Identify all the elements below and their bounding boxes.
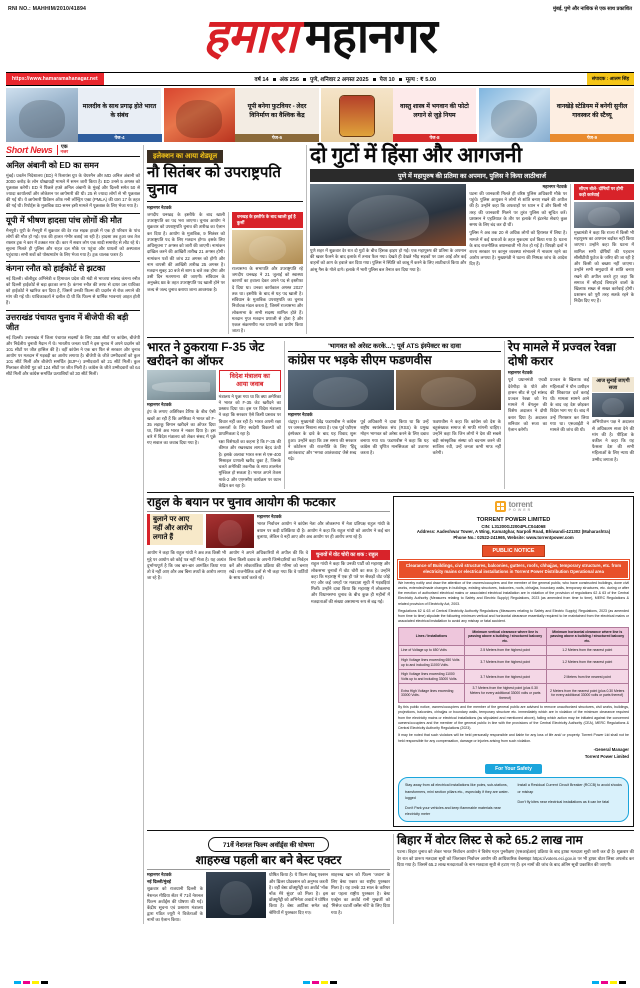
story-sub-body: राज्यसभा के सभापति और उपराष्ट्रपति रहे जगदीप धनखड़ ने 21 जुलाई को स्वास्थ्य कारणों का हवाला देकर अपने पद से इस्तीफा दे दिया था। उनका कार्यकाल अगस्त 2027 तक था। इस्तीफे के बाद से यह पद खाली है। संविधान के मुताबिक उपराष्ट्रपति का चुनाव निर्वाचक मंडल करता है, जिसमें राज्यसभा और लोकसभा के सभी सदस्य शामिल होते हैं। मतदान गुप्त मतदान प्रणाली से होता है और एकल संक्रमणीय मत प्रणाली का प्रयोग किया जाता है। (231, 266, 303, 334)
safety-tip-4: Don't fly kites near electrical installations as it can be fatal (517, 799, 610, 804)
clearance-table (398, 627, 629, 704)
ad-paragraph-2: Regulations 62 & 63 of Central Electricity Authority Regulations (Measures relating to Safety and Electric Supply) Regulations, 2023 (as amended from time to time) stipulate the following minimum vertical and horizontal clearance essentially required to be maintained from the electrical mains or associated electrical installation to avoid any mishap or fatal accident. (398, 608, 629, 624)
srk-body-col3: शाहरुख खान को फिल्म 'जवान' के लिए बेस्ट एक्टर का राष्ट्रीय पुरस्कार मिला है। यह उनके 33 साल के करियर का पहला राष्ट्रीय पुरस्कार है। बेस्ट एक्ट्रेस का अवॉर्ड रानी मुखर्जी को 'मिसेज चटर्जी वर्सेस नॉर्वे' के लिए दिया गया है। (331, 872, 390, 915)
edition-info-strip (6, 72, 634, 86)
ad-paragraph-3: By this public notice, owners/occupiers and the member of the general public are advised to remove unauthorized structures, civil works, buildings, projections, balconies, chhajjas or boundary walls, temporary structure etc. immediately which are in violation of the minimum clearance required from the electricity mains or electrical installations (as stipulated and mentioned above), failing which action may be initiated against the concerned owners/occupiers and the member of the general public in line with the provisions of the Central Electricity Authority (CEA), MERC Regulations & Central Electricity Authority Regulations (2023). (398, 705, 629, 731)
separator-square-icon (273, 78, 276, 81)
fadnavis-quote-line: 'भागवत को अरेस्ट करके...'; पूर्व ATS इंस्पेक्टर का दावा (288, 341, 501, 352)
sunil-gavaskar-photo (479, 88, 551, 142)
short-news-headline: कंगना रनौत को हाईकोर्ट से झटका (6, 264, 106, 274)
fadnavis-story[interactable] (284, 341, 501, 489)
table-row (399, 646, 629, 656)
rni-number: RNI NO.: MAHHIM/2010/41894 (8, 6, 87, 12)
table-row (399, 684, 629, 703)
fadnavis-body-col1: चंद्रपुर। मुख्यमंत्री देवेंद्र फडणवीस ने कांग्रेस पर जमकर निशाना साधा है। एक पूर्व एटीएस इंस्पेक्टर के दावे के बाद यह विवाद शुरू हुआ। उन्होंने कहा कि उस समय की सरकार ने कोर्टरूम की राजनीति के लिए 'हिंदू आतंकवाद' और 'भगवा आतंकवाद' जैसे शब्द गढ़े। (288, 418, 357, 462)
fourth-row (147, 834, 634, 924)
byline: महानगर नेटवर्क (257, 514, 282, 520)
list-item[interactable] (6, 159, 140, 214)
f35-story[interactable] (147, 341, 281, 489)
byline-source: महानगर नेटवर्क (147, 205, 172, 210)
issue-number: अंक 256 (279, 77, 300, 83)
f35-fighter-jet-photo (147, 370, 216, 400)
col-header-lines: Lines / Installations (399, 627, 465, 646)
teaser-item[interactable] (321, 88, 477, 142)
prajwal-side-box: आज सुनाई जाएगी सजा (592, 377, 634, 392)
teaser-item[interactable] (6, 88, 162, 142)
short-news-body: नई दिल्ली। उत्तराखंड में जिला पंचायत सदस्यों के लिए 358 सीटों पर कांग्रेस, बीजेपी और निर्दलीय चुनावी मैदान में थे। भारतीय जनता पार्टी ने इस चुनाव में अपने प्रदर्शन को 101 सीटों पर जीत हासिल की है। वहीं कांग्रेस ने एक बार फिर से सरकार और चुनाव आयोग पर मतदान में गड़बड़ी का आरोप लगाया है। बीजेपी के जीते उम्मीदवारों को कुल 101 सीटें मिलीं और बीजेपी समर्थित (BJP+) उम्मीदवारों को 21 सीटें मिलीं। कुल मिलाकर बीजेपी गुट को 124 सीटों पर जीत मिली है। कांग्रेस के जीते उम्मीदवारों को 64 सीटें मिलीं और कांग्रेस समर्थित प्रत्याशियों को 30 सीटें मिलीं। (6, 334, 140, 377)
teaser-page-ref[interactable]: पेज-8 (393, 134, 477, 142)
prajwal-headline: रेप मामले में प्रज्वल रेवन्ना दोषी करार (508, 340, 616, 368)
issue-details (104, 73, 587, 85)
prajwal-story[interactable] (504, 341, 634, 489)
lead-story[interactable] (306, 145, 634, 334)
table-row (399, 656, 629, 670)
signature-designation: -General Manager (593, 746, 629, 752)
short-news-body: मैनपुरी। यूपी के मैनपुरी में शुक्रवार की देर रात सड़क हादसे में एक ही परिवार के पांच लोगों की मौत हो गई। एक की हालत गंभीर बताई जा रही है। हादसा तब हुआ जब तेज रफ्तार ट्रक ने कार में टक्कर मार दी। कार में सवार लोग एक शादी समारोह से लौट रहे थे। सूचना मिलते ही पुलिस और राहत दल मौके पर पहुंचा और घायलों को अस्पताल पहुंचाया। सभी शवों को पोस्टमार्टम के लिए भेजा गया है। ट्रक चालक फरार है। (6, 227, 140, 257)
teaser-item[interactable] (164, 88, 320, 142)
srk-headline: शाहरुख पहली बार बने बेस्ट एक्टर (195, 852, 342, 867)
teaser-text: मालदीव के साथ प्रगाढ़ होते भारत के संबंध (78, 88, 162, 142)
prajwal-body-col2: प्रज्वल के खिलाफ कई महिलाओं ने यौन उत्पीड़न की शिकायत दर्ज कराई थी। मामला सामने आने के बाद वह देश छोड़कर विदेश भाग गए थे। बाद में उन्हें गिरफ्तार कर लिया गया था। एसआईटी ने मामले की जांच की थी। (550, 377, 589, 433)
devendra-fadnavis-photo (288, 370, 394, 410)
yogi-adityanath-photo (164, 88, 236, 142)
signature-company: Torrent Power Limited (584, 753, 629, 759)
cell-horizontal: 1.2 Meters from the nearest point (546, 646, 629, 656)
vice-president-election-story[interactable] (147, 145, 303, 334)
ad-paragraph-1: We hereby notify and draw the attention of the owners/occupiers and the member of the general public, who have constructed buildings, done civil works, extended/made changes in buildings, existing structures, balconies, roofs, chhajjas, boundary walls, temporary structures, etc. during or after the erection of authorised electrical mains or associated electrical installation are in violation of the provision of regulations 62 & 63 of the Central Electricity Authority (Measures relating to Safety and Electric Supply) Regulations, 2023 (as amended from time to time), MERC Regulations & related provision of Electricity Act, 2003. (398, 580, 629, 606)
rahul-headline: राहुल के बयान पर चुनाव आयोग की फटकार (147, 494, 336, 509)
ad-banner-text: Clearance of Buildings, civil structures, balconies, gutters, roofs, chhajjas, temporary structure, etc. from electricity mains or electrical installations in Torrent Power Distribution Operational area (398, 560, 629, 579)
torrent-mark-icon (495, 501, 506, 512)
cell-line: High Voltage lines exceeding 650 Volts up to and including 11000 Volts. (399, 656, 465, 670)
page-count: पेज 10 (379, 77, 395, 83)
story-kicker: इलेक्शन का आया शेड्यूल (147, 150, 223, 163)
public-notice-button[interactable]: PUBLIC NOTICE (482, 545, 546, 557)
vice-president-chair-photo (232, 230, 303, 264)
cm-warning-body: मुख्यमंत्री ने कहा कि राज्य में किसी भी महापुरुष का अपमान बर्दाश्त नहीं किया जाएगा। उन्होंने कहा कि घटना में शामिल सभी दोषियों की पहचान सीसीटीवी फुटेज के जरिए की जा रही है और किसी को बख्शा नहीं जाएगा। उन्होंने सभी समुदायों से शांति बनाए रखने की अपील करते हुए कहा कि समाज में सौहार्द बिगाड़ने वालों के खिलाफ सख्त से सख्त कार्रवाई होगी। प्रशासन को पूरी तरह सतर्क रहने के निर्देश दिए गए हैं। (574, 230, 634, 304)
teaser-image (164, 88, 236, 142)
byline: महानगर नेटवर्क (147, 872, 172, 878)
teaser-text: यूपी बनेगा फुटवियर - लेदर विनिर्माण का वैश्विक केंद्र (235, 88, 319, 142)
prajwal-body-col3: अभियोजन पक्ष ने अदालत से अधिकतम सजा देने की मांग की है। पीड़िता के वकील ने कहा कि यह फैसला देश की सभी महिलाओं के लिए न्याय की उम्मीद जगाता है। (592, 419, 634, 462)
safety-tip-2: Install a Residual Current Circuit Breaker (RCCB) to avoid shocks or mishap (517, 783, 622, 794)
table-header-row (399, 627, 629, 646)
cell-vertical: 3.7 Meters from the highest point (464, 656, 546, 670)
short-news-body: मुंबई। प्रवर्तन निदेशालय (ED) ने रिलायंस ग्रुप के चेयरमैन और MD अनिल अंबानी को 3000 करोड़ के लोन धोखाधड़ी मामले में समन जारी किया है। ED उनसे 5 अगस्त को पूछताछ करेगी। ED ने पिछले हफ्ते अनिल अंबानी के मुंबई और दिल्ली समेत 50 से ज्यादा कार्यालयों और लोकेशन पर छापेमारी की थी। 25 से ज्यादा लोगों से भी पूछताछ की गई थी। ये छापेमारी प्रिवेंशन ऑफ मनी लॉन्ड्रिंग एक्ट (PMLA) की धारा 17 के तहत की गई थी। रिपोर्ट्स के मुताबिक ED समन इसी मामले में पूछताछ के लिए भेजा गया है। (6, 173, 140, 209)
short-news-header (6, 145, 140, 157)
separator-square-icon (399, 78, 402, 81)
teaser-text: वानखेड़े स्टेडियम में बनेगी सुनील गावस्कर की स्टैच्यू (550, 88, 634, 142)
torrent-company-name: TORRENT POWER LIMITED (476, 516, 551, 523)
election-commission-photo (206, 514, 254, 548)
fadnavis-body-col2: पूर्व अधिकारी ने दावा किया था कि उन्हें राष्ट्रीय स्वयंसेवक संघ (RSS) के प्रमुख मोहन भागवत को अरेस्ट करने के लिए दबाव बनाया गया था। फडणवीस ने कहा कि यह कांग्रेस की घृणित मानसिकता को उजागर करता है। (360, 418, 429, 455)
editor-name: संपादक : आलम सिंह (587, 73, 634, 85)
list-item[interactable] (6, 214, 140, 262)
modi-maldives-photo (6, 88, 78, 142)
second-stories-row (147, 341, 634, 489)
torrent-address: Address: Aadeshwar Tower, A Wing, Kamatghar, Narpoli Road, Bhiwandi-421302 (Maharashtra) (416, 528, 611, 534)
torrent-power-advertisement[interactable] (393, 496, 634, 827)
cm-warning-kicker: सीएम बोले- दोषियों पर होगी कड़ी कार्रवाई (574, 184, 634, 200)
col-header-horizontal: Minimum horizontal clearance where line is passing above a building / structured balcony etc. (546, 627, 629, 646)
price: मूल्य : ₹ 5.00 (405, 77, 437, 83)
fadnavis-headline: कांग्रेस पर भड़के सीएम फडणवीस (288, 353, 432, 368)
byline-place: नई दिल्ली/मुंबई (147, 879, 171, 885)
f35-body-col2: मंत्रालय ने पूछा गया था कि क्या अमेरिका ने भारत को F-35 जेट खरीदने का प्रस्ताव दिया था। इस पर विदेश मंत्रालय ने कहा कि सरकार ऐसे किसी प्रस्ताव पर विचार नहीं कर रही है। भारत अपनी रक्षा जरूरतों के लिए स्वदेशी विकल्पों को प्राथमिकता दे रहा है। (218, 393, 281, 436)
rahul-body-col1: भारत निर्वाचन आयोग ने कांग्रेस नेता और लोकसभा में नेता प्रतिपक्ष राहुल गांधी के बयान पर कड़ी प्रतिक्रिया दी है। आयोग ने कहा कि राहुल गांधी को आयोग ने कई बार बुलाया, लेकिन वे नहीं आए और अब आयोग पर ही आरोप लगा रहे हैं। (257, 521, 390, 539)
cell-line: High Voltage lines exceeding 11000 Volts up to and including 33000 Volts. (399, 670, 465, 684)
short-news-headline: यूपी में भीषण हादसा पांच लोगों की मौत (6, 215, 122, 225)
cmyk-marks-right (592, 981, 626, 984)
story-body: जगदीप धनखड़ के इस्तीफे के बाद खाली उपराष्ट्रपति का पद भरा जाएगा। चुनाव आयोग ने शुक्रवार को उपराष्ट्रपति चुनाव की तारीख का ऐलान कर दिया है। आयोग के मुताबिक, 9 सितंबर को उपराष्ट्रपति पद के लिए मतदान होगा। इसके लिए अधिसूचना 7 अगस्त को जारी की जाएगी। नामांकन दाखिल करने की आखिरी तारीख 21 अगस्त होगी। नामांकन पत्रों की जांच 22 अगस्त को होगी और नाम वापसी की आखिरी तारीख 25 अगस्त है। मतदान सुबह 10 बजे से शाम 5 बजे तक होगा और उसी दिन मतगणना की जाएगी। संविधान के अनुच्छेद 68 के तहत उपराष्ट्रपति पद खाली होने पर जल्द से जल्द चुनाव कराया जाना आवश्यक है। (147, 212, 225, 292)
ad-paragraph-4: It may be noted that such violators will be held personally responsible and liable for any loss of life and/ or property. Torrent Power Ltd shall not be held responsible for any compensation, damage or injuries arising from such violation. (398, 733, 629, 743)
col-header-vertical: Minimum vertical clearance where line is passing above a building / structured balcony etc. (464, 627, 546, 646)
teaser-item[interactable] (479, 88, 635, 142)
separator-square-icon (373, 78, 376, 81)
torrent-logo-text: torrent (508, 499, 533, 509)
teaser-page-ref[interactable]: पेज-4 (78, 134, 162, 142)
torrent-cin: CIN: L31200GJ2004PLC044068 (481, 523, 546, 529)
teaser-image (6, 88, 78, 142)
table-row (399, 670, 629, 684)
short-news-tag-line2: नजर (60, 149, 69, 155)
third-row (147, 496, 634, 827)
bihar-body: पटना। बिहार चुनाव को लेकर भारत निर्वाचन आयोग ने विशेष गहन पुनरीक्षण (एसआईआर) प्रक्रिया के बाद ड्राफ्ट मतदाता सूची जारी कर दी है। शुक्रवार की देर रात को प्रारूप मतदाता सूची को जिलावार निर्वाचन आयोग की आधिकारिक वेबसाइट https://voters.eci.gov.in पर भी ड्राफ्ट वोटर लिस्ट अपलोड कर दिया गया है। जिसमें 65.2 लाख मतदाताओं के नाम मतदाता सूची से हटाए गए हैं। इन नामों की जांच के बाद अंतिम सूची प्रकाशित की जाएगी। (397, 849, 634, 867)
place-and-date: पुणे, शनिवार 2 अगस्त 2025 (310, 77, 369, 83)
cell-line: Line of Voltage up to 650 Volts (399, 646, 465, 656)
rahul-subbox-body: राहुल गांधी ने कहा कि उनकी पार्टी को महाराष्ट्र और लोकसभा चुनावों में वोट चोरी का शक है। उन्होंने कहा कि महाराष्ट्र में एक ही पते पर सैकड़ों वोट जोड़े गए और कई जगहों पर मतदाता सूची में गड़बड़ियां मिलीं। उन्होंने दावा किया कि महाराष्ट्र में लोकसभा और विधानसभा चुनाव के बीच कुछ ही महीनों में मतदाताओं की संख्या असामान्य रूप से बढ़ गई। (311, 561, 390, 604)
masthead-title (6, 11, 634, 72)
teaser-text: वास्तु शास्त्र में भगवान की फोटो लगाने से जुड़े नियम (393, 88, 477, 142)
f35-body-col3: रक्षा विशेषज्ञों का कहना है कि F-35 की कीमत और रखरखाव लागत बेहद ऊंची है। इसके अलावा भारत रूस से एस-400 मिसाइल प्रणाली खरीद चुका है, जिसके चलते अमेरिकी तकनीक के साथ तालमेल मुश्किल हो सकता है। भारत अपने तेजस मार्क-2 और एएमसीए कार्यक्रम पर ध्यान केंद्रित कर रहा है। (218, 439, 281, 488)
cell-vertical: 2.5 Meters from the highest point (464, 646, 546, 656)
srk-story[interactable] (147, 834, 390, 924)
separator-square-icon (303, 78, 306, 81)
masthead-title-black: महानगर (304, 11, 437, 63)
torrent-logo-sub: POWER (508, 507, 533, 512)
registration-marks-row (0, 981, 640, 984)
safety-tip-3: Don't Park your vehicles and keep flammable materials near electricity meter (405, 805, 501, 816)
byline: महानगर नेटवर्क (288, 411, 313, 417)
srk-body-col2: घोषित किया है। ये फिल्म शेड्यू एक्शन और थ्रिलर प्रोडक्शन को अनुभव करती है। वहीं बेस्ट डॉक्यूमेंट्री का अवॉर्ड 'नॉक नॉक मेरे सुंदर' को मिला है। इस डॉक्यूमेंट्री को अभिनेता अवार्ड ने घोषित किया है। बेस्ट आर्टिस्ट समेत कई श्रेणियों में पुरस्कार दिए गए। (269, 872, 328, 915)
byline: महानगर नेटवर्क (147, 402, 172, 408)
torrent-logo (398, 501, 629, 513)
byline: महानगर नेटवर्क (542, 184, 567, 190)
top-stories-row (147, 145, 634, 334)
chief-minister-photo (574, 202, 634, 228)
short-news-logo: Short News (6, 145, 53, 155)
masthead-title-red: हमारा (203, 11, 297, 63)
cm-warning-box[interactable] (570, 184, 634, 305)
torrent-phone: Phone No.: 02522-241965, Website: www.torrentpower.com (453, 535, 574, 541)
cell-horizontal: 1.2 Meters from the nearest point (546, 656, 629, 670)
teaser-strip (6, 88, 634, 142)
bihar-headline: बिहार में वोटर लिस्ट से कटे 65.2 लाख नाम (397, 832, 583, 847)
ad-signature (398, 747, 629, 760)
main-content-grid (6, 145, 634, 924)
short-news-tagline (57, 145, 69, 154)
lead-body-col3: पुलिस ने अब तक 20 से अधिक लोगों को हिरासत में लिया है। मामले में कई धाराओं के तहत मुकदमा दर्ज किया गया है। घटना के बाद राजनीतिक बयानबाजी भी तेज हो गई है। विपक्षी दलों ने राज्य सरकार पर कानून व्यवस्था संभालने में नाकाम रहने का आरोप लगाया है। मुख्यमंत्री ने घटना की निष्पक्ष जांच के आदेश दिए हैं। (469, 230, 567, 267)
cell-horizontal: 2 Meters from the nearest point (546, 670, 629, 684)
short-news-headline: उत्तराखंड पंचायत चुनाव में बीजेपी की बड़ी जीत (6, 312, 129, 332)
rahul-story[interactable] (147, 496, 390, 827)
short-news-tag-line1: एक (60, 144, 68, 151)
ganesh-frame-photo (321, 88, 393, 142)
cell-vertical: 3.7 Meters from the highest point (464, 670, 546, 684)
story-headline: नौ सितंबर को उपराष्ट्रपति चुनाव (147, 164, 281, 198)
cell-horizontal: 2 Meters from the nearest point (plus 0.30 Meters for every additional 33000 volts or parts thereof) (546, 684, 629, 703)
srk-body-col1: शुक्रवार को राजधानी दिल्ली के नेशनल मीडिया सेंटर में 71वें नेशनल फिल्म अवॉर्ड्स की घोषणा की गई। केंद्रीय सूचना एवं प्रसारण मंत्रालय द्वारा गठित ज्यूरी ने विजेताओं के नामों का ऐलान किया। (147, 886, 203, 923)
safety-tips-right (518, 782, 623, 817)
rahul-kicker-box: बुलाने पर आए नहीं और आरोप लगाते हैं (147, 514, 203, 544)
safety-tips-box (398, 777, 629, 822)
short-news-column (6, 145, 140, 924)
bihar-story[interactable] (393, 834, 634, 924)
f35-boxed-head: विदेश मंत्रालय का आया जवाब (219, 370, 281, 391)
f35-headline: भारत ने ठुकराया F-35 जेट खरीदने का ऑफर (147, 340, 265, 368)
lead-body-col1: पुणे शहर में शुक्रवार देर रात दो गुटों के बीच हिंसक झड़प हो गई। एक महापुरुष की प्रतिमा के अपमान की खबर फैलने के बाद इलाके में तनाव फैल गया। देखते ही देखते भीड़ सड़कों पर उतर आई और कई वाहनों को आग के हवाले कर दिया गया। पुलिस ने स्थिति को काबू में करने के लिए लाठीचार्ज किया और आंसू गैस के गोले दागे। इलाके में भारी पुलिस बल तैनात कर दिया गया है। (310, 248, 467, 272)
rahul-body-col2: आयोग ने कहा कि राहुल गांधी ने अब तक किसी भी मुद्दे पर आयोग को कोई पत्र नहीं भेजा है। यह अत्यंत दुर्भाग्यपूर्ण है कि जब बार-बार आमंत्रित किया गया तो वे नहीं आए और अब बिना तथ्यों के आरोप लगाए जा रहे हैं। (147, 550, 226, 581)
list-item[interactable] (6, 311, 140, 381)
mohan-bhagwat-photo (396, 370, 502, 410)
byline: महानगर नेटवर्क (508, 370, 533, 376)
safety-tips-left (405, 782, 510, 817)
riot-police-photo (310, 184, 466, 246)
list-item[interactable] (6, 262, 140, 310)
rahul-subbox-title: चुनावों में वोट चोरी का शक : राहुल (311, 550, 390, 560)
teaser-page-ref[interactable]: पेज-9 (550, 134, 634, 142)
website-url[interactable]: https://www.hamaramahanagar.net (6, 73, 104, 85)
rahul-body-col3: आयोग ने अपने अधिकारियों से अपील की कि वे बिना किसी दबाव के अपनी जिम्मेदारियों का निर्वहन करें और लोकतांत्रिक प्रक्रिया की गरिमा को बनाए रखें। राजनीतिक दलों से भी कहा गया कि वे पार्टियों के साथ कार्य करते रहें। (229, 550, 308, 581)
prajwal-revanna-photo (592, 393, 634, 417)
cell-vertical: 3.7 Meters from the highest point (plus 0.30 Meters for every additional 33000 volts or parts thereof) (464, 684, 546, 703)
teaser-image (479, 88, 551, 142)
center-right-region (143, 145, 634, 924)
lead-body-col2: घटना की जानकारी मिलते ही वरिष्ठ पुलिस अधिकारी मौके पर पहुंचे। पुलिस आयुक्त ने लोगों से शांति बनाए रखने की अपील की है। उन्होंने कहा कि अफवाहों पर ध्यान न दें और किसी भी तरह की जानकारी मिलने पर तुरंत पुलिस को सूचित करें। प्रशासन ने एहतियात के तौर पर इलाके में इंटरनेट सेवाएं कुछ समय के लिए बंद कर दी थीं। (469, 191, 567, 228)
teaser-image (321, 88, 393, 142)
lead-subdeck: पुणे में महापुरुष की प्रतिमा का अपमान, पुलिस ने किया लाठीचार्ज (310, 169, 634, 182)
cell-line: Extra High Voltage lines exceeding 33000 Volts. (399, 684, 465, 703)
lead-headline: दो गुटों में हिंसा और आगजनी (310, 144, 522, 167)
prajwal-body-col1: पूर्व प्रधानमंत्री एचडी देवेगौड़ा के पोते और हासन सीट से पूर्व सांसद प्रज्वल रेवन्ना को रेप मामले में बेंगलुरु की विशेष अदालत ने दोषी करार दिया है। अदालत शनिवार को सजा का ऐलान करेगी। (508, 377, 547, 433)
byline (147, 205, 303, 211)
srk-award-pill: 71वें नेशनल फिल्म अवॉर्ड्स की घोषणा (208, 837, 329, 852)
shah-rukh-khan-photo (206, 872, 266, 918)
lead-col2 (469, 184, 567, 305)
short-news-body: नई दिल्ली। बॉलीवुड अभिनेत्री व हिमाचल प्रदेश की मंडी से भाजपा सांसद कंगना रनौत को दिल्ली हाईकोर्ट से बड़ा झटका लगा है। कंगना रनौत की तरफ से दायर उस याचिका को हाईकोर्ट ने खारिज कर दिया है, जिसमें उनकी फिल्म की प्रदर्शन से रोक लगाने की मांग की गई थी। याचिकाकर्ता ने दलील दी थी कि फिल्म से धार्मिक भावनाएं आहत होती हैं। (6, 276, 140, 306)
volume-year: वर्ष 14 (254, 77, 269, 83)
sub-box-kicker: धनखड़ के इस्तीफे के बाद खाली हुई है कुर्सी (232, 212, 303, 228)
edition-note: मुंबई, पुणे और नाशिक से एक साथ प्रकाशित (552, 6, 632, 12)
short-news-headline: अनिल अंबानी को ED का समन (6, 161, 99, 170)
cmyk-marks-left (14, 981, 48, 984)
for-your-safety-button[interactable]: For Your Safety (485, 764, 542, 774)
teaser-page-ref[interactable]: पेज-6 (235, 134, 319, 142)
torrent-wordmark (509, 501, 533, 513)
f35-body-col1: ट्रंप के लगाए अतिरिक्त टैरिफ के बीच ऐसी खबरें आ रही हैं कि अमेरिका ने भारत को F-35 लड़ाकू विमान खरीदने का ऑफर दिया था, जिसे अब भारत ने नकार दिया है। इस बारे में विदेश मंत्रालय को लेकर संसद में पूछे गए सवाल का जवाब दिया गया है। (147, 409, 216, 446)
fadnavis-body-col3: फडणवीस ने कहा कि कांग्रेस को देश के बहुसंख्यक समाज से माफी मांगनी चाहिए। उन्होंने कहा कि जिन लोगों ने देश की सबसे बड़ी सांस्कृतिक संस्था को बदनाम करने की साजिश रची, उन्हें जनता कभी माफ नहीं करेगी। (432, 418, 501, 455)
safety-tip-1: Stay away from all electrical installations like poles, sub-stations, transformers, mini section pillars etc., especially if they are water-logged (405, 783, 509, 800)
cmyk-marks-center (303, 981, 337, 984)
